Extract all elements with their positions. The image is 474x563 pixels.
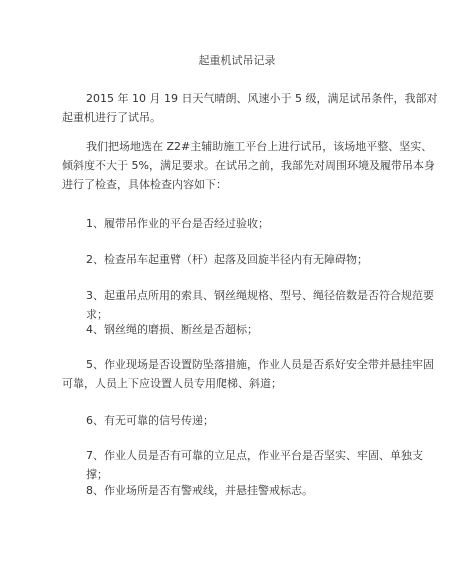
checklist-item: 1、履带吊作业的平台是否经过验收； (86, 217, 269, 230)
intro-paragraph: 2015 年 10 月 19 日天气晴朗、风速小于 5 级，满足试吊条件，我部对起重机进行了试吊。 (62, 92, 438, 124)
method-paragraph: 我们把场地选在 Z2#主辅助施工平台上进行试吊，该场地平整、坚实、倾斜度不大于 5%，满足要求。在试吊之前，我部先对周围环境及履带吊本身进行了检查，具体检查内容如下： (62, 140, 435, 191)
checklist-item: 5、作业现场是否设置防坠落措施，作业人员是否系好安全带并悬挂牢固可靠，人员上下应设置人员专用爬梯、斜道； (62, 358, 434, 390)
document-title: 起重机试吊记录 (198, 54, 276, 67)
checklist-item: 6、有无可靠的信号传递； (86, 414, 214, 427)
checklist-item: 7、作业人员是否有可靠的立足点，作业平台是否坚实、牢固、单独支撑； (86, 449, 423, 481)
checklist-item: 3、起重吊点所用的索具、钢丝绳规格、型号、绳径倍数是否符合规范要求； (86, 289, 434, 321)
checklist-item: 4、钢丝绳的磨损、断丝是否超标； (86, 323, 258, 336)
checklist-item: 8、作业场所是否有警戒线，并悬挂警戒标志。 (86, 484, 313, 497)
checklist-item: 2、检查吊车起重臂（杆）起落及回旋半径内有无障碍物； (86, 253, 368, 266)
